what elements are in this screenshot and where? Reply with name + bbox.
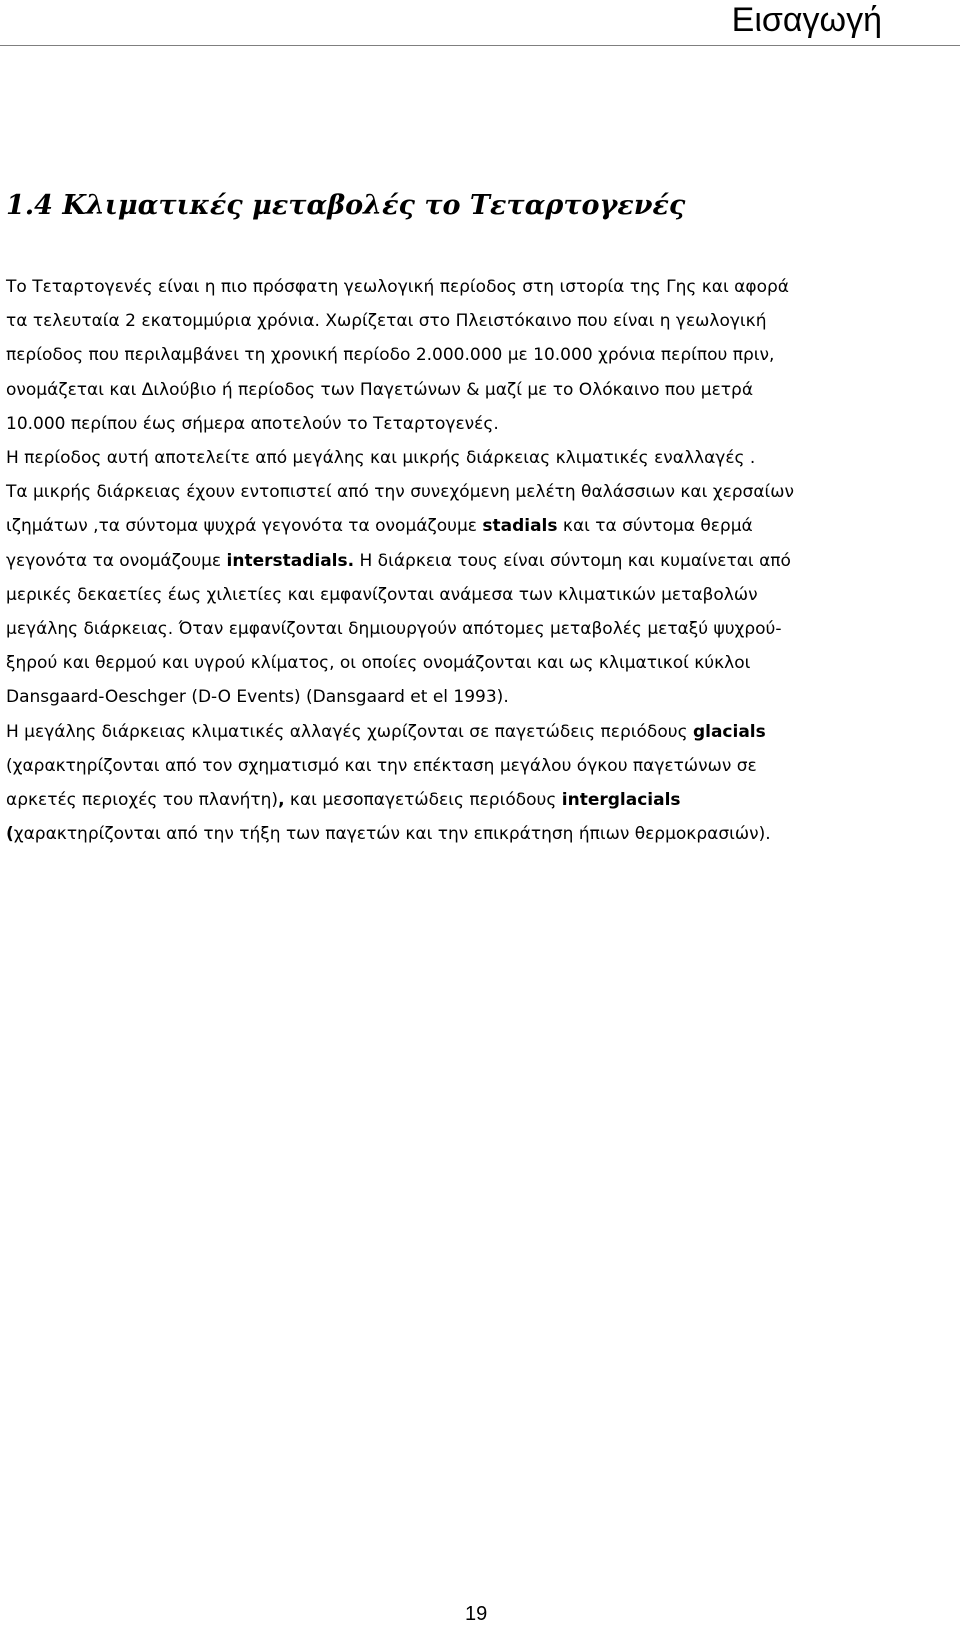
bold-comma: , bbox=[278, 790, 285, 811]
text-line: ονομάζεται και Διλούβιο ή περίοδος των Παγετώνων & μαζί με το Ολόκαινο που μετρά bbox=[6, 379, 754, 400]
running-header-title: Εισαγωγή bbox=[731, 1, 882, 39]
section-heading: 1.4 Κλιματικές μεταβολές το Τεταρτογενές bbox=[6, 190, 686, 221]
text-line: ξηρού και θερμού και υγρού κλίματος, οι οποίες ονομάζονται και ως κλιματικοί κύκλοι bbox=[6, 653, 751, 674]
body-paragraph bbox=[6, 270, 946, 851]
text-line bbox=[6, 509, 946, 543]
text-run: αρκετές περιοχές του πλανήτη) bbox=[6, 790, 279, 811]
text-run: και τα σύντομα θερμά bbox=[557, 516, 753, 537]
text-run: και μεσοπαγετώδεις περιόδους bbox=[284, 790, 562, 811]
text-run: ιζημάτων ,τα σύντομα ψυχρά γεγονότα τα ονομάζουμε bbox=[6, 516, 483, 537]
text-line: (χαρακτηρίζονται από τον σχηματισμό και την επέκταση μεγάλου όγκου παγετώνων σε bbox=[6, 755, 757, 776]
text-line: Τα μικρής διάρκειας έχουν εντοπιστεί από την συνεχόμενη μελέτη θαλάσσιων και χερσαίων bbox=[6, 482, 795, 503]
text-line: Dansgaard-Oeschger (D-O Events) (Dansgaard et el 1993). bbox=[6, 687, 509, 708]
text-run: χαρακτηρίζονται από την τήξη των παγετών και την επικράτηση ήπιων θερμοκρασιών). bbox=[13, 824, 771, 845]
text-line: περίοδος που περιλαμβάνει τη χρονική περίοδο 2.000.000 με 10.000 χρόνια περίπου πριν, bbox=[6, 345, 775, 366]
text-run: γεγονότα τα ονομάζουμε bbox=[6, 550, 227, 571]
text-line: Η περίοδος αυτή αποτελείτε από μεγάλης και μικρής διάρκειας κλιματικές εναλλαγές . bbox=[6, 448, 756, 469]
text-line: μερικές δεκαετίες έως χιλιετίες και εμφανίζονται ανάμεσα των κλιματικών μεταβολών bbox=[6, 584, 758, 605]
term-glacials: glacials bbox=[692, 721, 766, 742]
page-number: 19 bbox=[465, 1603, 488, 1625]
text-line bbox=[6, 715, 946, 749]
term-interglacials: interglacials bbox=[561, 790, 681, 811]
text-run: Η διάρκεια τους είναι σύντομη και κυμαίνεται από bbox=[354, 550, 791, 571]
text-line: τα τελευταία 2 εκατομμύρια χρόνια. Χωρίζεται στο Πλειστόκαινο που είναι η γεωλογική bbox=[6, 311, 767, 332]
bold-paren: ( bbox=[6, 824, 14, 845]
text-line bbox=[6, 783, 946, 817]
text-line: 10.000 περίπου έως σήμερα αποτελούν το Τεταρτογενές. bbox=[6, 413, 499, 434]
header-divider bbox=[0, 45, 960, 46]
text-line: Το Τεταρτογενές είναι η πιο πρόσφατη γεωλογική περίοδος στη ιστορία της Γης και αφορά bbox=[6, 277, 789, 297]
text-line: μεγάλης διάρκειας. Όταν εμφανίζονται δημιουργούν απότομες μεταβολές μεταξύ ψυχρού- bbox=[6, 619, 782, 640]
term-interstadials: interstadials. bbox=[226, 550, 355, 571]
text-run: Η μεγάλης διάρκειας κλιματικές αλλαγές χωρίζονται σε παγετώδεις περιόδους bbox=[6, 721, 693, 742]
text-line bbox=[6, 817, 946, 851]
term-stadials: stadials bbox=[482, 516, 558, 537]
text-line bbox=[6, 544, 946, 578]
